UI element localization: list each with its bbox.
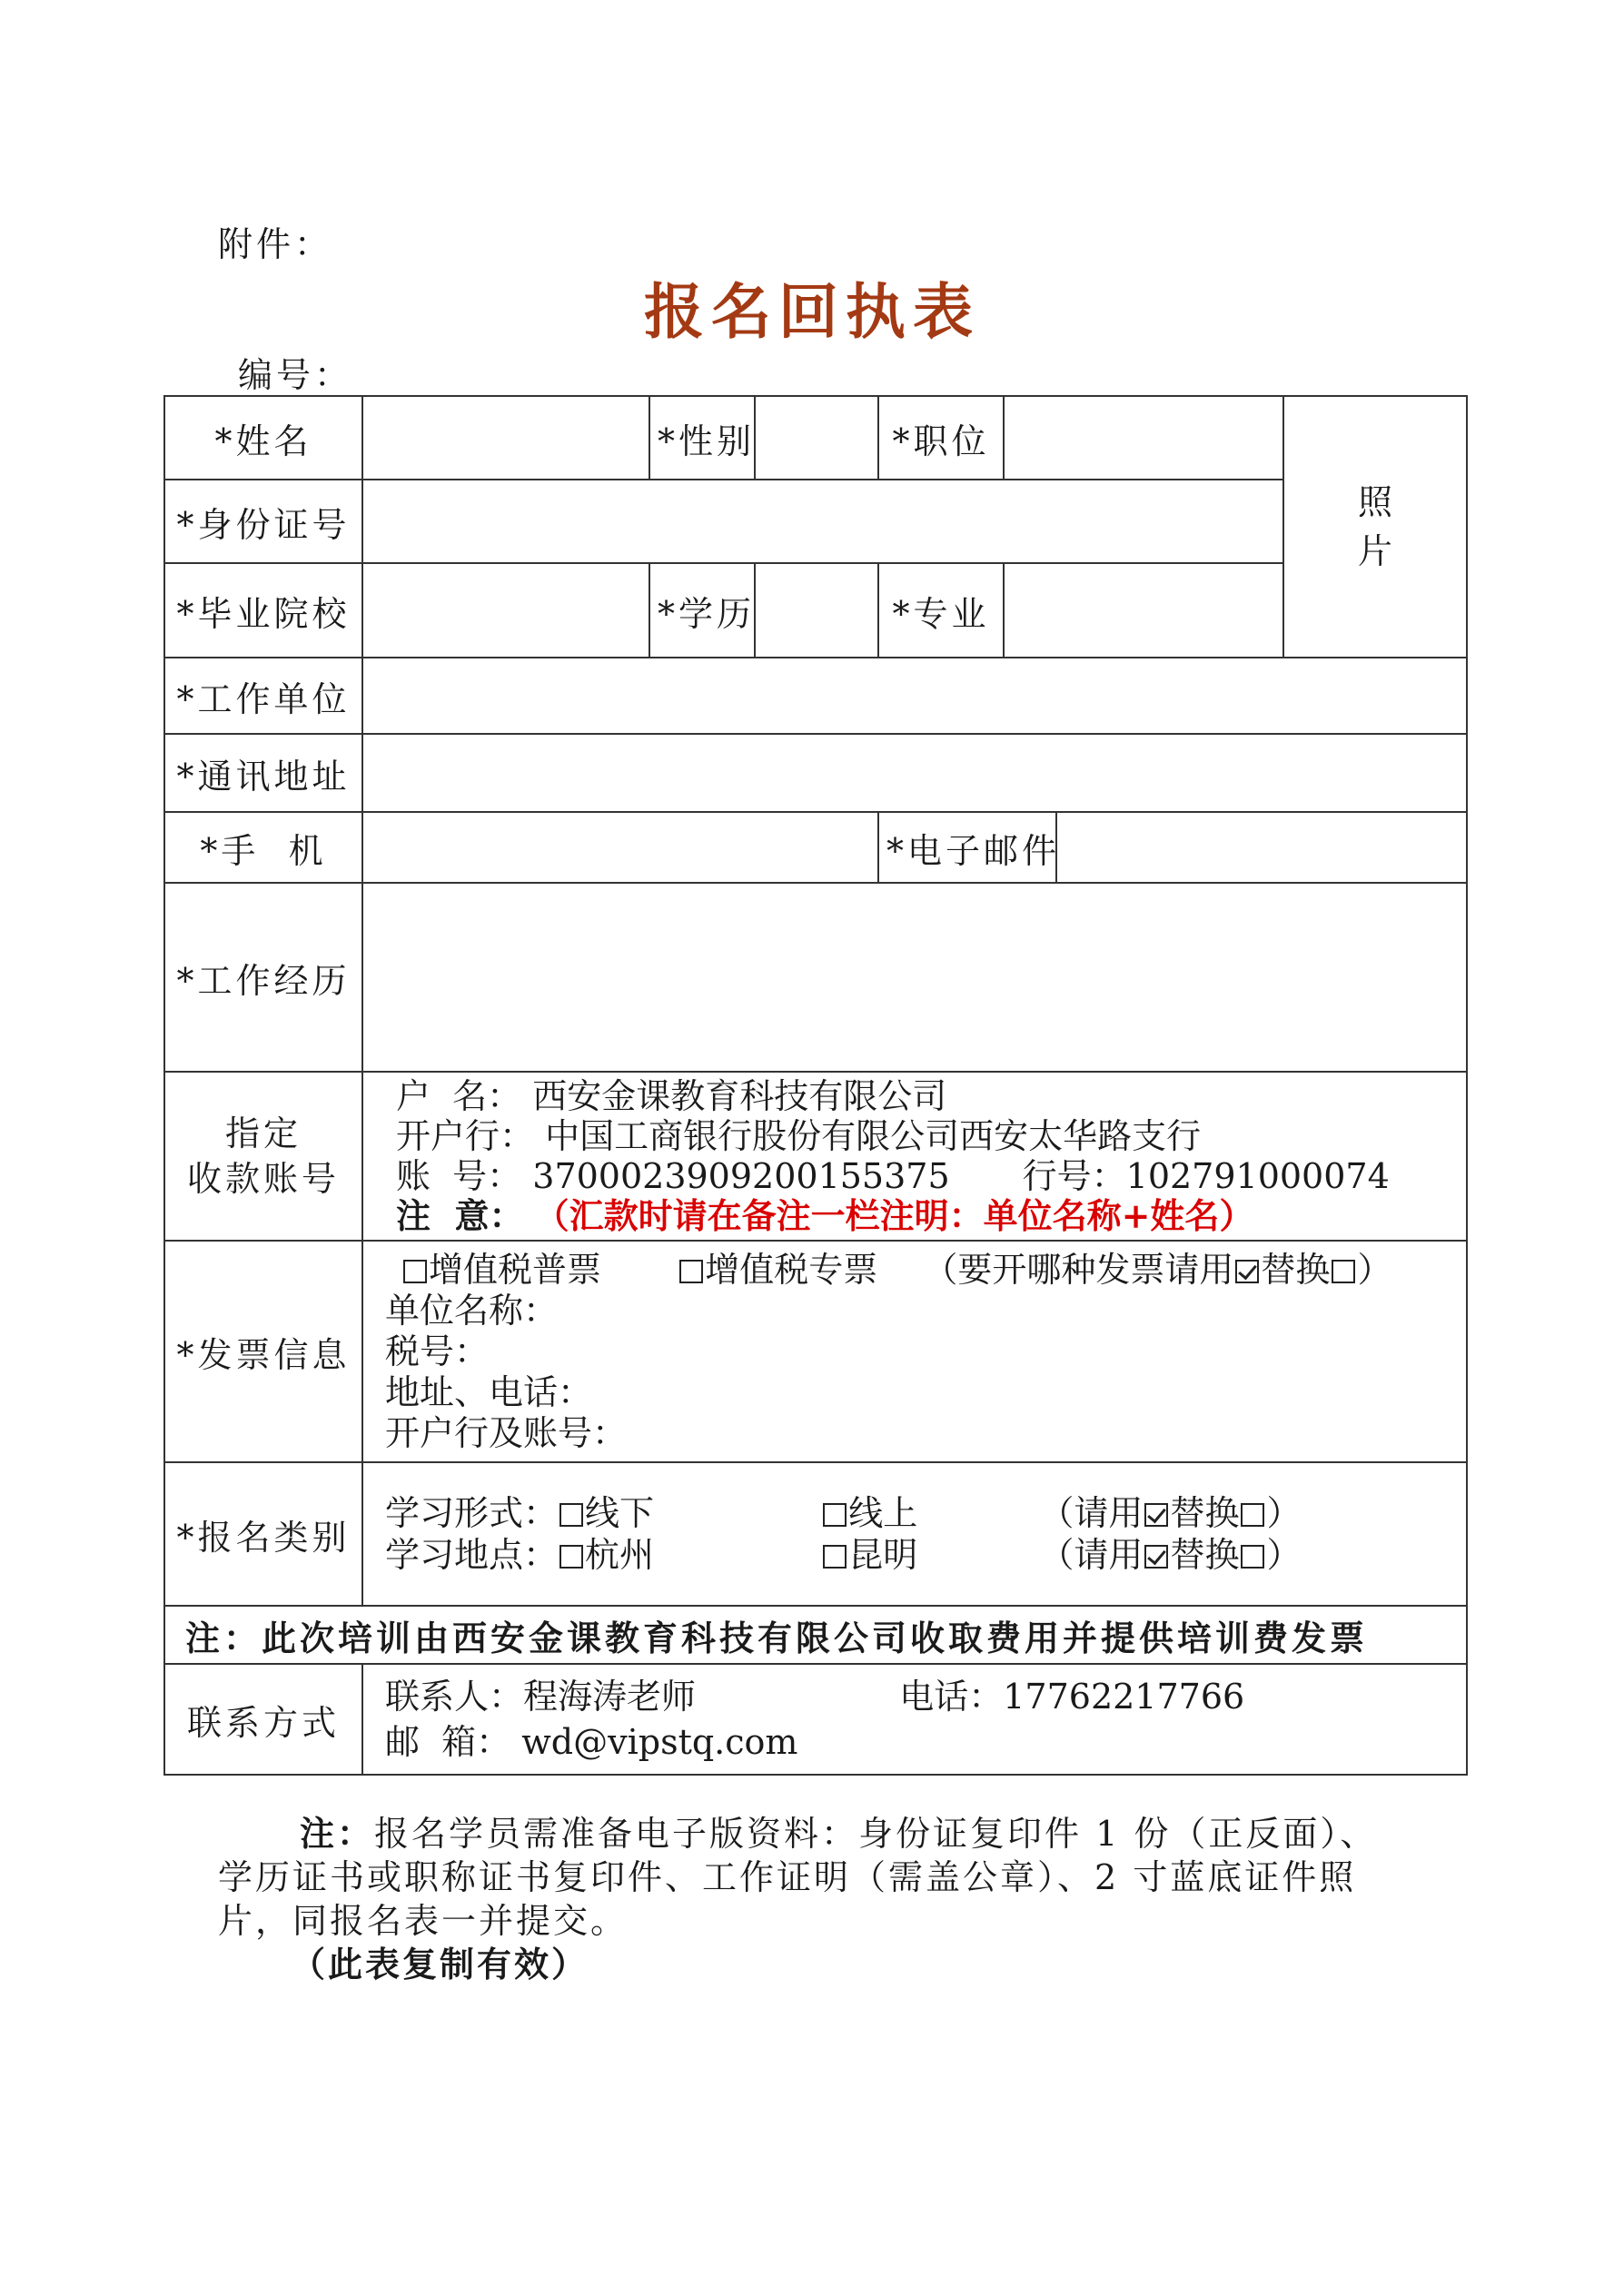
account-note-value: （汇款时请在备注一栏注明：单位名称+姓名）: [534, 1195, 1254, 1236]
checked-box-icon: [1144, 1545, 1168, 1569]
photo-label-top: 照: [1357, 482, 1392, 522]
invoice-type-line: [385, 1250, 1466, 1291]
mobile-field[interactable]: [362, 812, 878, 883]
name-label: *姓名: [164, 396, 362, 480]
category-info: [362, 1462, 1467, 1606]
footer-line-3: 片，同报名表一并提交。: [218, 1901, 629, 1941]
account-number-line: [396, 1156, 1466, 1196]
study-form-line: [385, 1492, 1466, 1534]
empty-box-icon: [1332, 1260, 1355, 1283]
account-label-top: 指定: [224, 1113, 302, 1153]
account-label: [164, 1072, 362, 1241]
form-hint-mid: 替换: [1170, 1493, 1240, 1533]
contact-mail-line: [385, 1719, 1466, 1765]
footer-line-2: 学历证书或职称证书复印件、工作证明（需盖公章）、2 寸蓝底证件照: [218, 1857, 1357, 1897]
study-place-label: 学习地点：: [385, 1535, 559, 1575]
contact-person-label: 联系人：: [385, 1677, 524, 1717]
mobile-label: *手 机: [164, 812, 362, 883]
training-note: 注：此次培训由西安金课教育科技有限公司收取费用并提供培训费发票: [164, 1606, 1467, 1664]
footer-note-label: 注：: [300, 1813, 375, 1854]
invoice-normal-checkbox[interactable]: [403, 1260, 427, 1283]
place-hint-mid: 替换: [1170, 1535, 1240, 1575]
gender-field[interactable]: [755, 396, 878, 480]
online-label: 线上: [848, 1493, 918, 1533]
page-title: 报名回执表: [644, 276, 980, 347]
education-label: *学历: [649, 563, 755, 658]
account-holder-value: 西安金课教育科技有限公司: [532, 1076, 947, 1116]
contact-mail-label: 邮 箱：: [385, 1722, 511, 1762]
account-holder-label: 户 名：: [396, 1076, 522, 1116]
account-bank-value: 中国工商银行股份有限公司西安太华路支行: [545, 1116, 1202, 1156]
study-form-label: 学习形式：: [385, 1493, 559, 1533]
account-branch-value: 102791000074: [1125, 1156, 1390, 1196]
category-label: *报名类别: [164, 1462, 362, 1606]
account-note-line: [396, 1196, 1466, 1236]
account-bank-label: 开户行：: [396, 1116, 535, 1156]
contact-label: 联系方式: [164, 1664, 362, 1775]
account-branch-label: 行号：: [1022, 1156, 1126, 1196]
education-field[interactable]: [755, 563, 878, 658]
school-field[interactable]: [362, 563, 649, 658]
place-hint-post: ）: [1266, 1535, 1302, 1575]
checked-box-icon: [1144, 1503, 1168, 1527]
school-label: *毕业院校: [164, 563, 362, 658]
kunming-checkbox[interactable]: [823, 1545, 847, 1569]
contact-person-value: 程海涛老师: [523, 1677, 697, 1717]
id-number-label: *身份证号: [164, 480, 362, 563]
employer-field[interactable]: [362, 658, 1467, 734]
experience-label: *工作经历: [164, 883, 362, 1072]
invoice-hint-mid: 替换: [1261, 1249, 1331, 1290]
address-label: *通讯地址: [164, 734, 362, 812]
contact-person-line: [385, 1674, 1466, 1719]
checked-box-icon: [1235, 1260, 1259, 1283]
invoice-info: [362, 1241, 1467, 1462]
invoice-address-line: 地址、电话：: [385, 1371, 593, 1412]
photo-box: [1283, 396, 1467, 658]
online-checkbox[interactable]: [823, 1503, 847, 1527]
account-bank-line: [396, 1116, 1466, 1156]
account-info: [362, 1072, 1467, 1241]
invoice-special-checkbox[interactable]: [679, 1260, 703, 1283]
empty-box-icon: [1241, 1503, 1264, 1527]
footer-note-text-1: 报名学员需准备电子版资料：身份证复印件 1 份（正反面）、: [374, 1814, 1378, 1854]
major-field[interactable]: [1004, 563, 1283, 658]
attachment-label: 附件：: [218, 224, 333, 264]
photo-label-bottom: 片: [1357, 531, 1392, 571]
copy-valid-note: （此表复制有效）: [291, 1944, 589, 1984]
invoice-tax-line: 税号：: [385, 1331, 490, 1371]
footer-line-1: [218, 1812, 1435, 1856]
invoice-bank-line: 开户行及账号：: [385, 1412, 628, 1453]
hangzhou-checkbox[interactable]: [559, 1545, 583, 1569]
account-number-label: 账 号：: [396, 1156, 522, 1196]
position-field[interactable]: [1004, 396, 1283, 480]
id-number-field[interactable]: [362, 480, 1283, 563]
kunming-label: 昆明: [848, 1535, 918, 1575]
invoice-normal-label: 增值税普票: [429, 1249, 602, 1290]
position-label: *职位: [878, 396, 1004, 480]
empty-box-icon: [1241, 1545, 1264, 1569]
invoice-company-line: 单位名称：: [385, 1290, 559, 1331]
contact-phone-value: 17762217766: [1003, 1677, 1245, 1717]
place-hint-pre: （请用: [1039, 1535, 1144, 1575]
form-hint-pre: （请用: [1039, 1493, 1144, 1533]
contact-info: [362, 1664, 1467, 1775]
invoice-special-label: 增值税专票: [705, 1249, 878, 1290]
invoice-label: *发票信息: [164, 1241, 362, 1462]
account-holder-line: [396, 1076, 1466, 1116]
name-field[interactable]: [362, 396, 649, 480]
footer-note: [218, 1812, 1435, 1986]
address-field[interactable]: [362, 734, 1467, 812]
account-label-bottom: 收款账号: [186, 1159, 340, 1199]
invoice-hint-post: ）: [1357, 1249, 1392, 1290]
employer-label: *工作单位: [164, 658, 362, 734]
registration-form-table: [163, 395, 1468, 1776]
account-number-value: 370002390920015537​5: [532, 1156, 950, 1196]
form-hint-post: ）: [1266, 1493, 1302, 1533]
email-label: *电子邮件: [878, 812, 1056, 883]
hangzhou-label: 杭州: [585, 1535, 655, 1575]
email-field[interactable]: [1056, 812, 1467, 883]
contact-phone-label: 电话：: [899, 1677, 1004, 1717]
experience-field[interactable]: [362, 883, 1467, 1072]
major-label: *专业: [878, 563, 1004, 658]
serial-number-label: 编号：: [238, 355, 353, 395]
study-place-line: [385, 1534, 1466, 1576]
offline-label: 线下: [585, 1493, 655, 1533]
gender-label: *性别: [649, 396, 755, 480]
invoice-hint-pre: （要开哪种发票请用: [923, 1249, 1234, 1290]
offline-checkbox[interactable]: [559, 1503, 583, 1527]
account-note-label: 注 意：: [396, 1195, 524, 1236]
contact-mail-value[interactable]: wd@vipstq.com: [521, 1722, 798, 1762]
